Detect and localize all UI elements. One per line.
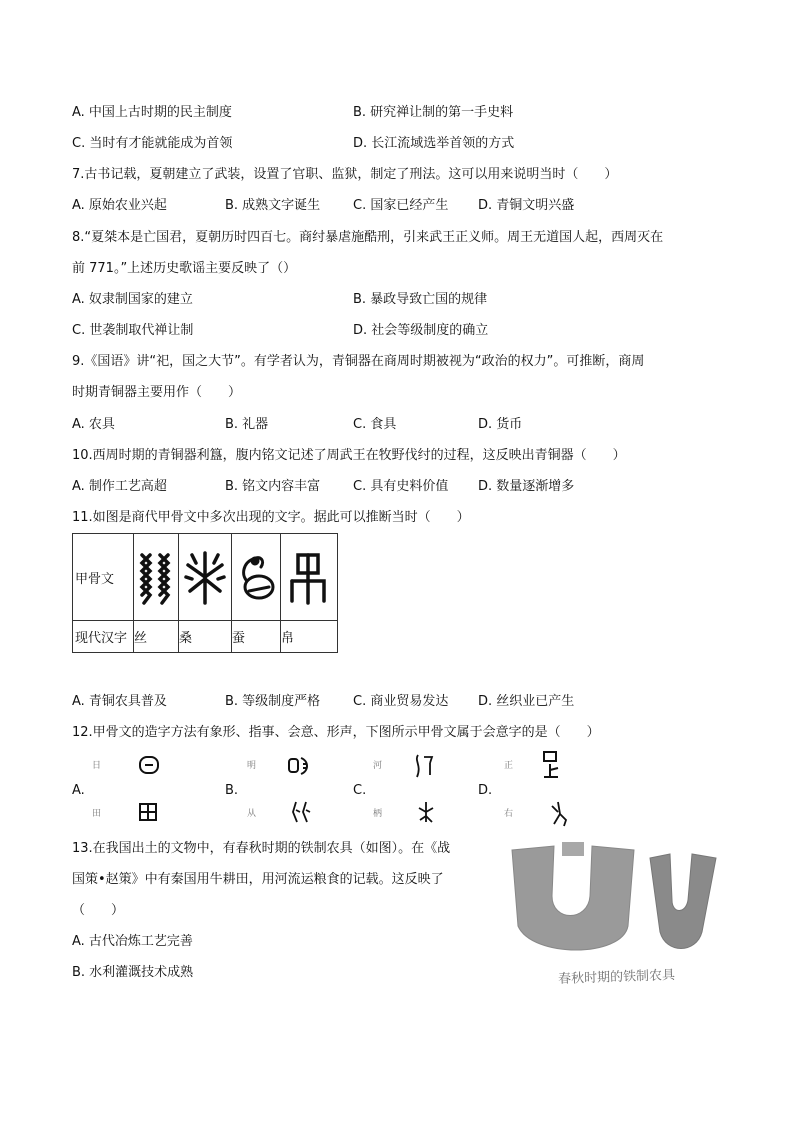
q11-option-c: C. 商业贸易发达 — [353, 694, 449, 709]
q12-option-b: B. — [225, 783, 239, 798]
pair-c-bottom-label: 柄 — [373, 809, 383, 819]
q13-stem-line1: 13.在我国出土的文物中，有春秋时期的铁制农具（如图）。在《战 — [72, 841, 451, 856]
modern-char-4: 帛 — [281, 621, 338, 653]
q12-option-d: D. — [478, 783, 493, 798]
oracle-glyph-you — [548, 800, 570, 828]
q10-option-a: A. 制作工艺高超 — [72, 479, 167, 494]
modern-char-1: 丝 — [134, 621, 179, 653]
q13-option-a: A. 古代冶炼工艺完善 — [72, 934, 193, 949]
pair-d-top-label: 正 — [504, 761, 514, 771]
q9-stem-line2: 时期青铜器主要用作（ ） — [72, 385, 242, 400]
q9-option-b: B. 礼器 — [225, 417, 269, 432]
q9-option-a: A. 农具 — [72, 417, 115, 432]
q6-option-a: A. 中国上古时期的民主制度 — [72, 105, 232, 120]
q12-stem: 12.甲骨文的造字方法有象形、指事、会意、形声，下图所示甲骨文属于会意字的是（ ） — [72, 725, 600, 740]
iron-tools-caption: 春秋时期的铁制农具 — [557, 967, 676, 988]
q11-option-a: A. 青铜农具普及 — [72, 694, 167, 709]
pair-d-bottom-label: 右 — [504, 809, 514, 819]
q13-stem-line3: （ ） — [72, 903, 125, 918]
q11-stem: 11.如图是商代甲骨文中多次出现的文字。据此可以推断当时（ ） — [72, 510, 470, 525]
oracle-glyph-bing — [416, 800, 436, 826]
q11-option-b: B. 等级制度严格 — [225, 694, 321, 709]
q10-stem: 10.西周时期的青铜器利簋，腹内铭文记述了周武王在牧野伐纣的过程，这反映出青铜器（ ） — [72, 448, 626, 463]
pair-a-bottom-label: 田 — [92, 809, 102, 819]
q13-stem-line2: 国策•赵策》中有秦国用牛耕田，用河流运粮食的记载。这反映了 — [72, 872, 444, 887]
q9-option-c: C. 食具 — [353, 417, 397, 432]
q8-stem-line2: 前 771。”上述历史歌谣主要反映了（） — [72, 261, 297, 276]
iron-tools-photo — [506, 836, 730, 996]
oracle-glyph-si — [134, 534, 179, 621]
q7-option-b: B. 成熟文字诞生 — [225, 198, 321, 213]
table-header-modern: 现代汉字 — [73, 621, 134, 653]
q7-option-c: C. 国家已经产生 — [353, 198, 449, 213]
q7-stem: 7.古书记载，夏朝建立了武装，设置了官职、监狱，制定了刑法。这可以用来说明当时（ ） — [72, 167, 618, 182]
oracle-glyph-zheng — [540, 750, 562, 780]
q8-option-d: D. 社会等级制度的确立 — [353, 323, 489, 338]
q10-option-d: D. 数量逐渐增多 — [478, 479, 575, 494]
pair-b-top-label: 明 — [247, 761, 257, 771]
q8-stem-line1: 8.“夏桀本是亡国君，夏朝历时四百七。商纣暴虐施酷刑，引来武王正义师。周王无道国人起，西周灭在 — [72, 230, 664, 245]
q7-option-d: D. 青铜文明兴盛 — [478, 198, 575, 213]
pair-b-bottom-label: 从 — [247, 809, 257, 819]
pair-c-top-label: 河 — [373, 761, 383, 771]
q8-option-c: C. 世袭制取代禅让制 — [72, 323, 194, 338]
q11-option-d: D. 丝织业已产生 — [478, 694, 575, 709]
q10-option-c: C. 具有史料价值 — [353, 479, 449, 494]
q6-option-b: B. 研究禅让制的第一手史料 — [353, 105, 514, 120]
q8-option-a: A. 奴隶制国家的建立 — [72, 292, 193, 307]
q13-option-b: B. 水利灌溉技术成熟 — [72, 965, 194, 980]
oracle-glyph-bo — [281, 534, 338, 621]
oracle-glyph-cong — [290, 800, 314, 824]
q12-option-a: A. — [72, 783, 85, 798]
oracle-glyph-can — [232, 534, 281, 621]
q7-option-a: A. 原始农业兴起 — [72, 198, 167, 213]
oracle-glyph-sang — [179, 534, 232, 621]
q6-option-c: C. 当时有才能就能成为首领 — [72, 136, 233, 151]
oracle-glyph-tian — [138, 802, 158, 822]
iron-farm-tools-image — [506, 836, 730, 966]
q8-option-b: B. 暴政导致亡国的规律 — [353, 292, 488, 307]
modern-char-3: 蚕 — [232, 621, 281, 653]
pair-a-top-label: 日 — [92, 761, 102, 771]
q10-option-b: B. 铭文内容丰富 — [225, 479, 321, 494]
q9-option-d: D. 货币 — [478, 417, 523, 432]
q9-stem-line1: 9.《国语》讲“祀，国之大节”。有学者认为，青铜器在商周时期被视为“政治的权力”。可推断，商周 — [72, 354, 645, 369]
oracle-bone-table — [72, 533, 338, 653]
q12-option-c: C. — [353, 783, 367, 798]
q6-option-d: D. 长江流域选举首领的方式 — [353, 136, 515, 151]
modern-char-2: 桑 — [179, 621, 232, 653]
table-header-oracle: 甲骨文 — [73, 534, 134, 621]
oracle-glyph-he — [412, 753, 436, 779]
oracle-glyph-ri — [138, 755, 160, 775]
oracle-glyph-ming — [287, 755, 313, 777]
